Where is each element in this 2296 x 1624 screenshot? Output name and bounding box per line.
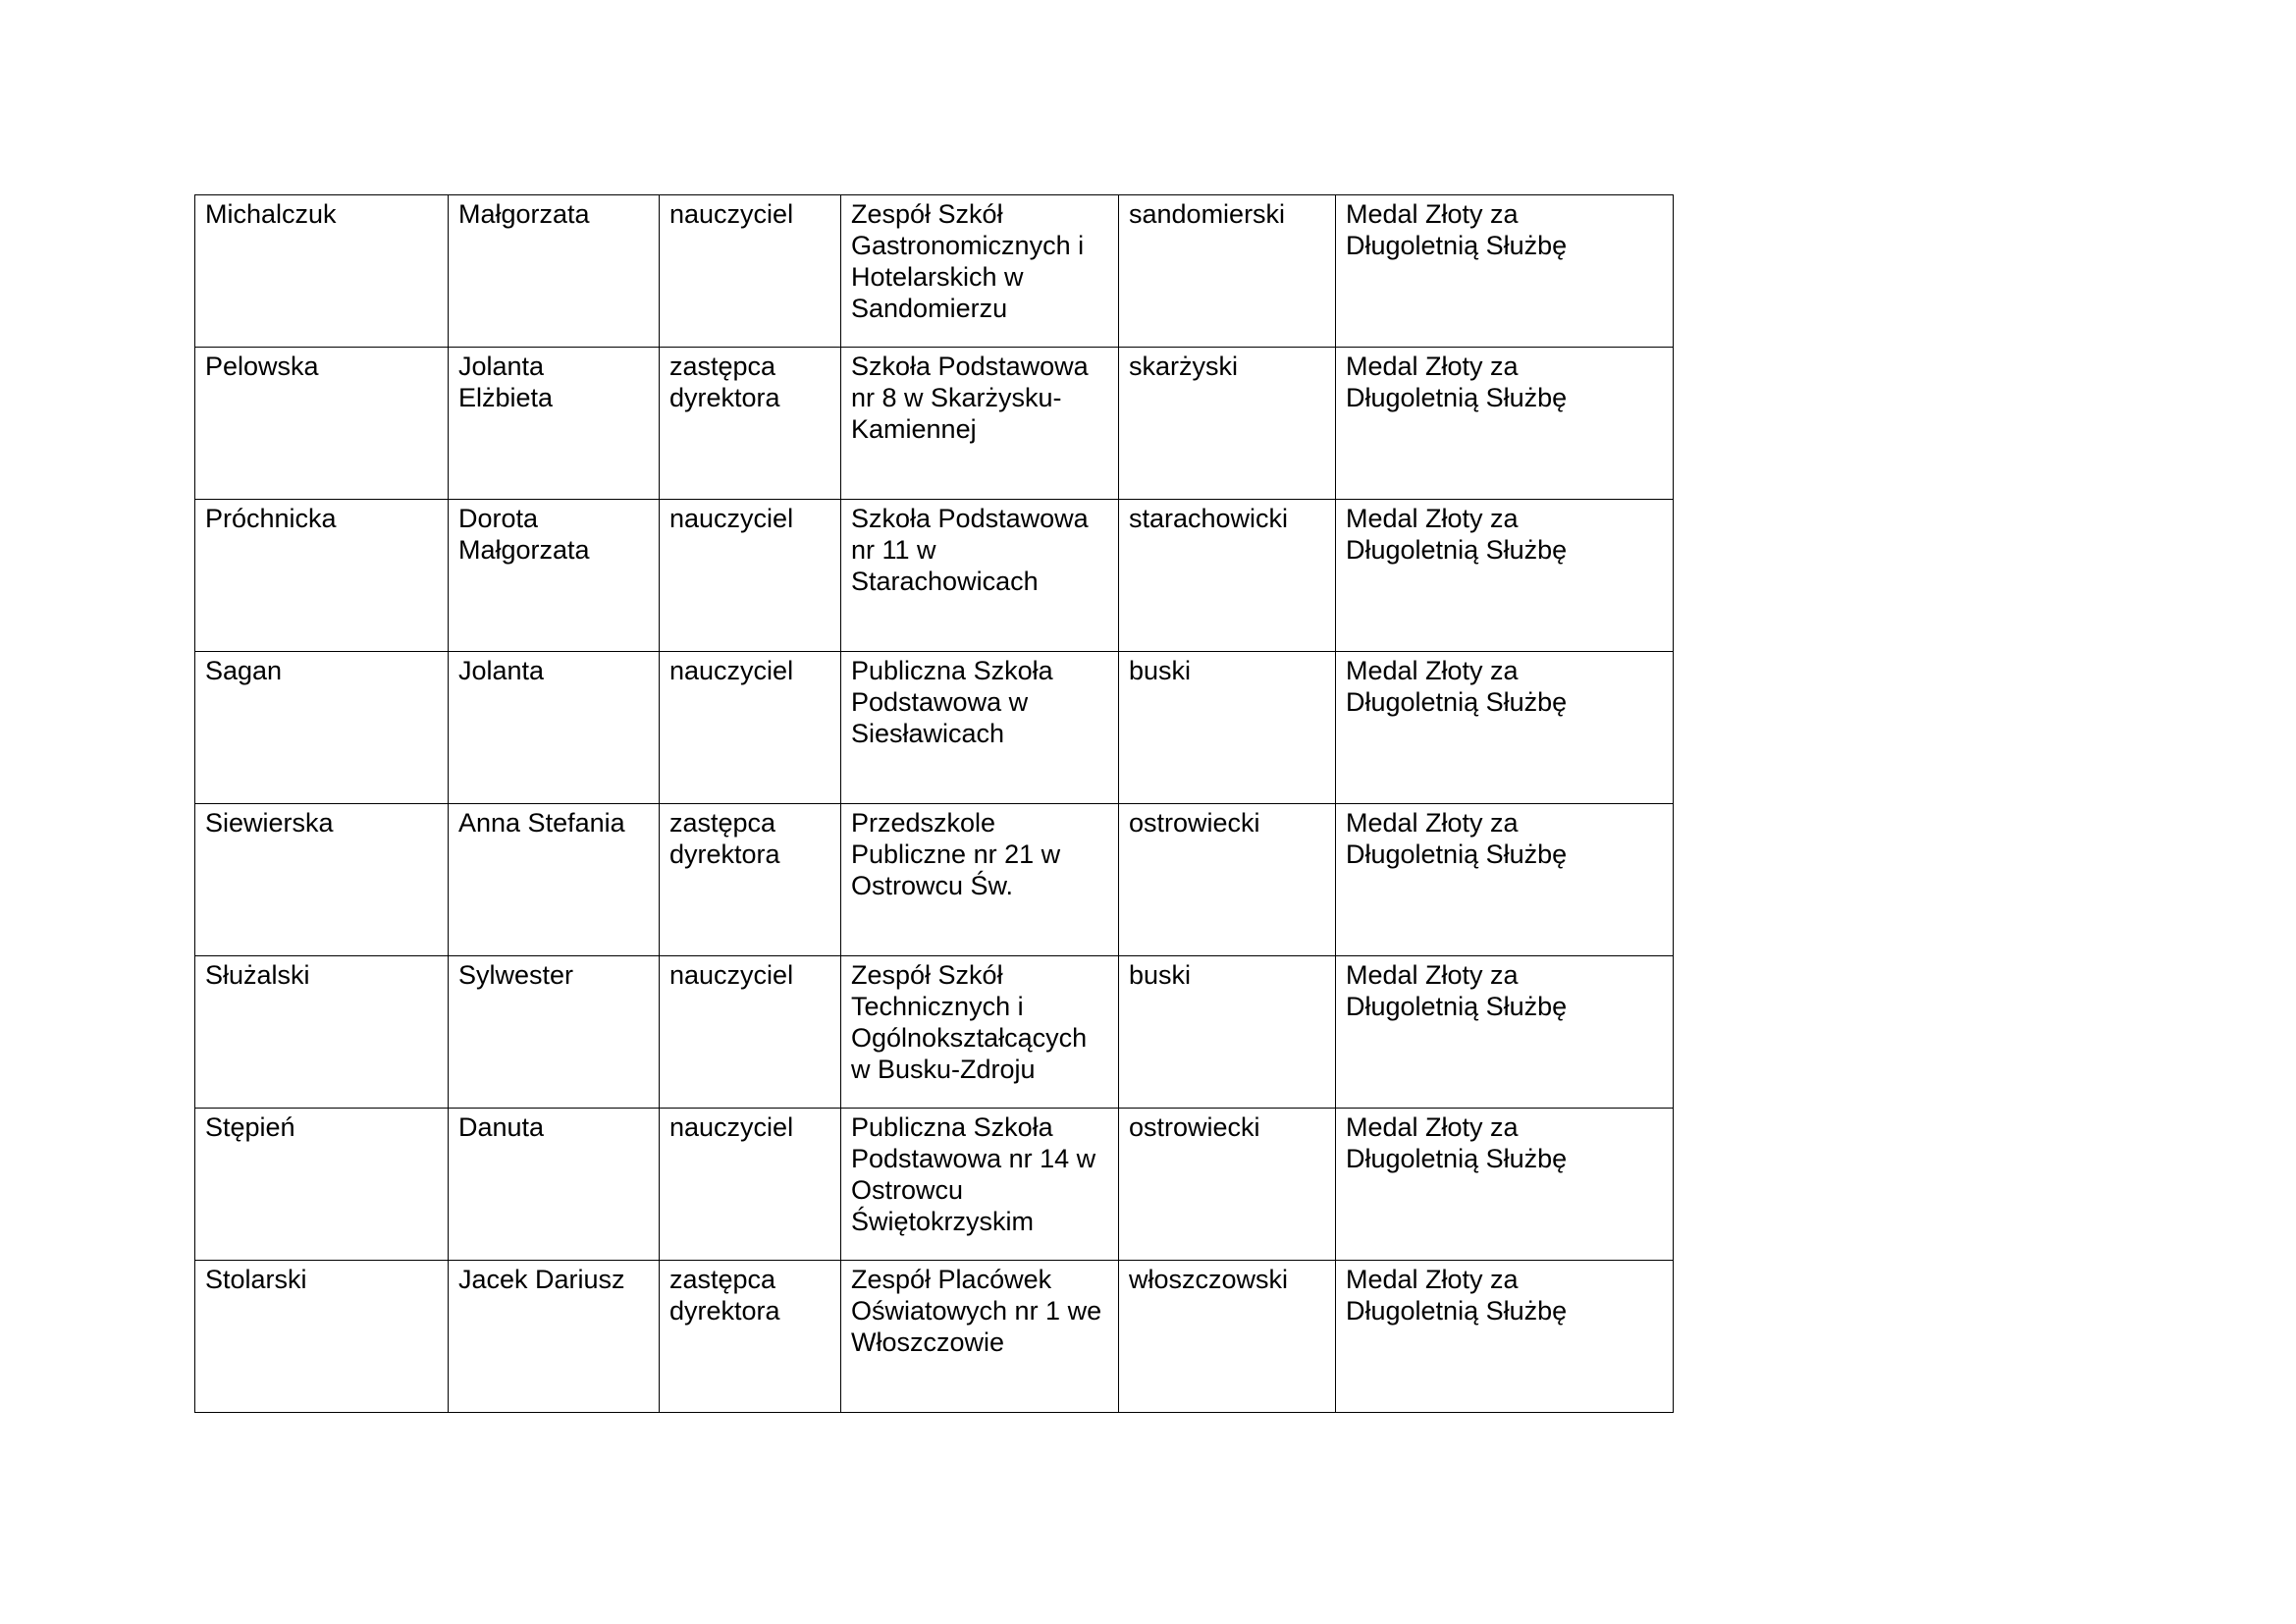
cell-surname: Michalczuk	[195, 195, 449, 348]
cell-institution: Zespół Szkół Gastronomicznych i Hotelarskich w Sandomierzu	[841, 195, 1119, 348]
cell-district: ostrowiecki	[1119, 804, 1336, 956]
cell-award: Medal Złoty za Długoletnią Służbę	[1336, 195, 1674, 348]
cell-institution: Publiczna Szkoła Podstawowa w Siesławicach	[841, 652, 1119, 804]
table-row	[195, 195, 1674, 348]
cell-first-name: Anna Stefania	[449, 804, 660, 956]
cell-surname: Służalski	[195, 956, 449, 1109]
cell-district: włoszczowski	[1119, 1261, 1336, 1413]
cell-award: Medal Złoty za Długoletnią Służbę	[1336, 804, 1674, 956]
table-row	[195, 1261, 1674, 1413]
cell-institution: Zespół Szkół Technicznych i Ogólnokształcących w Busku-Zdroju	[841, 956, 1119, 1109]
cell-district: buski	[1119, 956, 1336, 1109]
cell-district: ostrowiecki	[1119, 1109, 1336, 1261]
cell-first-name: Jacek Dariusz	[449, 1261, 660, 1413]
cell-position: zastępca dyrektora	[660, 348, 841, 500]
cell-award: Medal Złoty za Długoletnią Służbę	[1336, 652, 1674, 804]
cell-award: Medal Złoty za Długoletnią Służbę	[1336, 348, 1674, 500]
cell-district: starachowicki	[1119, 500, 1336, 652]
table-row	[195, 348, 1674, 500]
cell-position: nauczyciel	[660, 956, 841, 1109]
cell-position: nauczyciel	[660, 500, 841, 652]
table-row	[195, 804, 1674, 956]
cell-district: skarżyski	[1119, 348, 1336, 500]
cell-institution: Szkoła Podstawowa nr 8 w Skarżysku- Kamiennej	[841, 348, 1119, 500]
cell-award: Medal Złoty za Długoletnią Służbę	[1336, 956, 1674, 1109]
cell-surname: Pelowska	[195, 348, 449, 500]
cell-first-name: Danuta	[449, 1109, 660, 1261]
cell-first-name: Dorota Małgorzata	[449, 500, 660, 652]
cell-award: Medal Złoty za Długoletnią Służbę	[1336, 1261, 1674, 1413]
cell-surname: Próchnicka	[195, 500, 449, 652]
cell-surname: Siewierska	[195, 804, 449, 956]
cell-institution: Publiczna Szkoła Podstawowa nr 14 w Ostrowcu Świętokrzyskim	[841, 1109, 1119, 1261]
cell-position: zastępca dyrektora	[660, 804, 841, 956]
cell-position: nauczyciel	[660, 652, 841, 804]
cell-award: Medal Złoty za Długoletnią Służbę	[1336, 500, 1674, 652]
cell-first-name: Jolanta	[449, 652, 660, 804]
cell-surname: Stępień	[195, 1109, 449, 1261]
table-row	[195, 1109, 1674, 1261]
cell-first-name: Sylwester	[449, 956, 660, 1109]
table-row	[195, 652, 1674, 804]
cell-first-name: Jolanta Elżbieta	[449, 348, 660, 500]
cell-institution: Szkoła Podstawowa nr 11 w Starachowicach	[841, 500, 1119, 652]
cell-district: sandomierski	[1119, 195, 1336, 348]
cell-institution: Przedszkole Publiczne nr 21 w Ostrowcu Św.	[841, 804, 1119, 956]
cell-institution: Zespół Placówek Oświatowych nr 1 we Włoszczowie	[841, 1261, 1119, 1413]
cell-district: buski	[1119, 652, 1336, 804]
cell-first-name: Małgorzata	[449, 195, 660, 348]
cell-position: zastępca dyrektora	[660, 1261, 841, 1413]
awards-table	[194, 194, 1674, 1413]
cell-position: nauczyciel	[660, 195, 841, 348]
cell-surname: Sagan	[195, 652, 449, 804]
cell-position: nauczyciel	[660, 1109, 841, 1261]
table-row	[195, 500, 1674, 652]
cell-surname: Stolarski	[195, 1261, 449, 1413]
table-row	[195, 956, 1674, 1109]
cell-award: Medal Złoty za Długoletnią Służbę	[1336, 1109, 1674, 1261]
awards-table-body	[195, 195, 1674, 1413]
